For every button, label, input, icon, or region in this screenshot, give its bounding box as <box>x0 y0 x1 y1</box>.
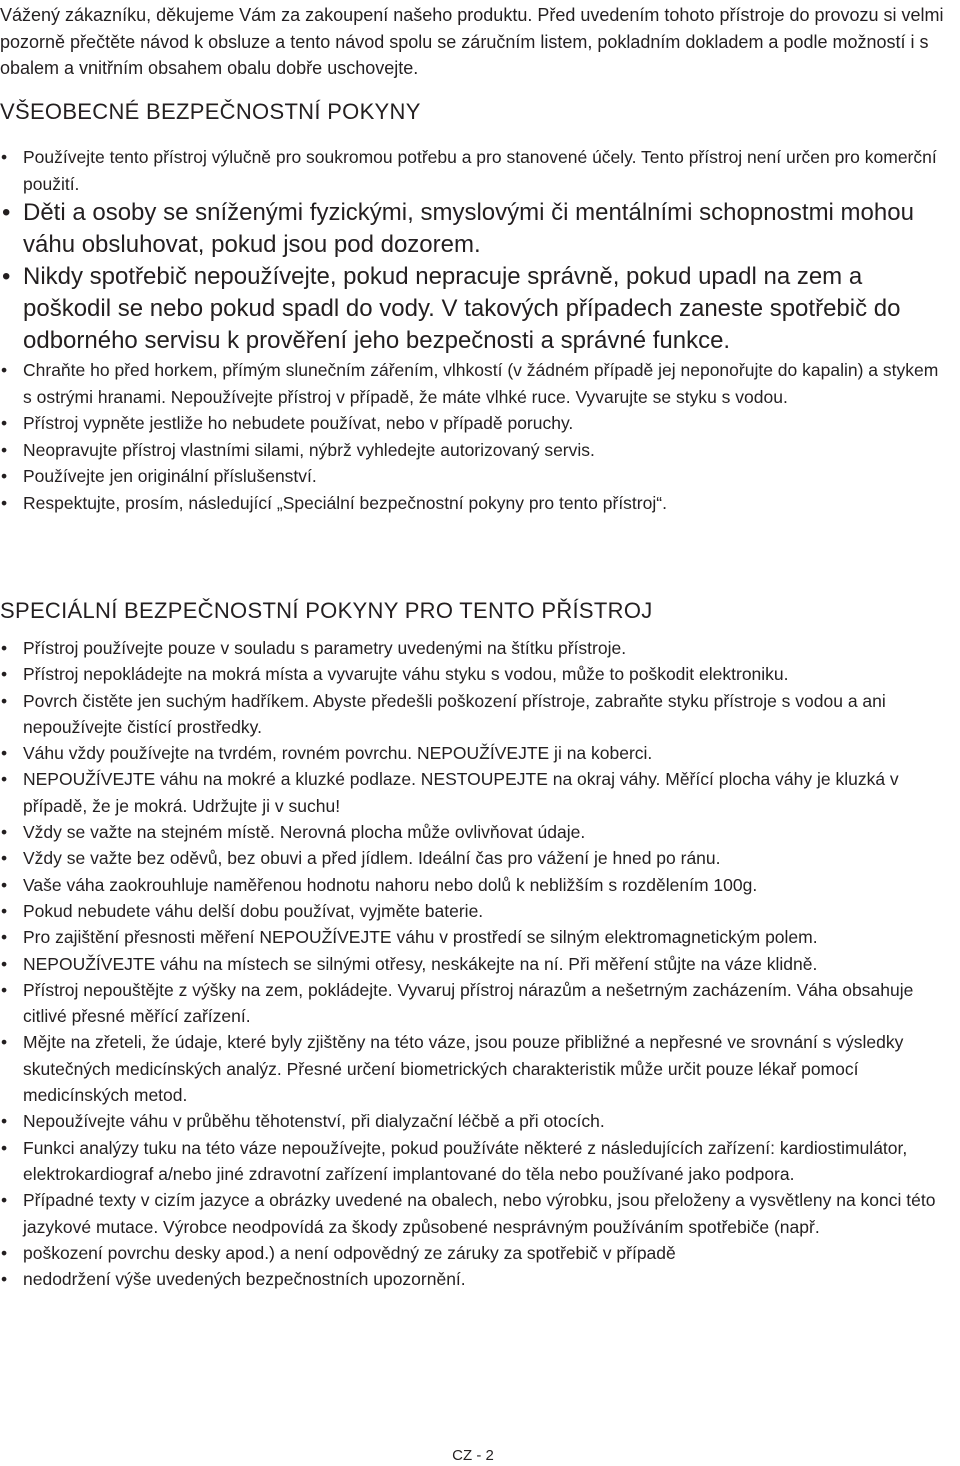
list-item: • Pokud nebudete váhu delší dobu používat, vyjměte baterie. <box>0 898 958 924</box>
list-item: • Respektujte, prosím, následující „Speciální bezpečnostní pokyny pro tento přístroj“. <box>0 490 950 517</box>
intro-paragraph: Vážený zákazníku, děkujeme Vám za zakoupení našeho produktu. Před uvedením tohoto přístroje do provozu si velmi pozorně přečtěte návod k obsluze a tento návod spolu se záručním listem, pokladním dokladem a podle možností i s obalem a vnitřním obsahem obalu dobře uschovejte. <box>0 5 944 78</box>
list-item: • Mějte na zřeteli, že údaje, které byly zjištěny na této váze, jsou pouze přibližné a nepřesné ve srovnání s výsledky skutečných medicínských analýz. Přesné určení biometrických charakteristik může určit pouze lékař pomocí medicínských metod. <box>0 1029 958 1108</box>
list-item: • Povrch čistěte jen suchým hadříkem. Abyste předešli poškození přístroje, zabraňte styku přístroje s vodou a ani nepoužívejte čistící prostředky. <box>0 688 958 741</box>
list-item: • Přístroj používejte pouze v souladu s parametry uvedenými na štítku přístroje. <box>0 635 958 661</box>
special-safety-heading: SPECIÁLNÍ BEZPEČNOSTNÍ POKYNY PRO TENTO PŘÍSTROJ <box>0 598 653 623</box>
list-item: • nedodržení výše uvedených bezpečnostních upozornění. <box>0 1266 958 1292</box>
list-item: • Přístroj nepouštějte z výšky na zem, pokládejte. Vyvaruj přístroj nárazům a nešetrným zacházením. Váha obsahuje citlivé přesné měřící zařízení. <box>0 977 958 1030</box>
list-item: • Přístroj vypněte jestliže ho nebudete používat, nebo v případě poruchy. <box>0 410 950 437</box>
list-item: • Přístroj nepokládejte na mokrá místa a vyvarujte váhu styku s vodou, může to poškodit elektroniku. <box>0 661 958 687</box>
page-number: CZ - 2 <box>452 1447 494 1464</box>
list-item: • Děti a osoby se sníženými fyzickými, smyslovými či mentálními schopnostmi mohou váhu obsluhovat, pokud jsou pod dozorem. <box>0 197 950 261</box>
list-item: • Vaše váha zaokrouhluje naměřenou hodnotu nahoru nebo dolů k nebližším s rozdělením 100g. <box>0 872 958 898</box>
list-item: • Váhu vždy používejte na tvrdém, rovném povrchu. NEPOUŽÍVEJTE ji na koberci. <box>0 740 958 766</box>
list-item: • Nepoužívejte váhu v průběhu těhotenství, při dialyzační léčbě a při otocích. <box>0 1108 958 1134</box>
list-item: • NEPOUŽÍVEJTE váhu na místech se silnými otřesy, neskákejte na ní. Při měření stůjte na váze klidně. <box>0 951 958 977</box>
list-item: • Případné texty v cizím jazyce a obrázky uvedené na obalech, nebo výrobku, jsou přeloženy a vysvětleny na konci této jazykové mutace. Výrobce neodpovídá za škody způsobené nesprávným používáním spotřebiče (např. <box>0 1187 958 1240</box>
list-item: • poškození povrchu desky apod.) a není odpovědný ze záruky za spotřebič v případě <box>0 1240 958 1266</box>
list-item: • Nikdy spotřebič nepoužívejte, pokud nepracuje správně, pokud upadl na zem a poškodil se nebo pokud spadl do vody. V takových případech zaneste spotřebič do odborného servisu k prověření jeho bezpečnosti a správné funkce. <box>0 261 950 357</box>
list-item: • NEPOUŽÍVEJTE váhu na mokré a kluzké podlaze. NESTOUPEJTE na okraj váhy. Měřící plocha váhy je kluzká v případě, že je mokrá. Udržujte ji v suchu! <box>0 766 958 819</box>
list-item: • Pro zajištění přesnosti měření NEPOUŽÍVEJTE váhu v prostředí se silným elektromagnetickým polem. <box>0 924 958 950</box>
general-safety-list <box>0 144 950 516</box>
list-item: • Vždy se važte bez oděvů, bez obuvi a před jídlem. Ideální čas pro vážení je hned po ránu. <box>0 845 958 871</box>
list-item: • Vždy se važte na stejném místě. Nerovná plocha může ovlivňovat údaje. <box>0 819 958 845</box>
list-item: • Používejte tento přístroj výlučně pro soukromou potřebu a pro stanovené účely. Tento přístroj není určen pro komerční použití. <box>0 144 950 197</box>
list-item: • Neopravujte přístroj vlastními silami, nýbrž vyhledejte autorizovaný servis. <box>0 437 950 464</box>
list-item: • Používejte jen originální příslušenství. <box>0 463 950 490</box>
special-safety-list <box>0 635 958 1292</box>
list-item: • Chraňte ho před horkem, přímým slunečním zářením, vlhkostí (v žádném případě jej neponořujte do kapalin) a stykem s ostrými hranami. Nepoužívejte přístroj v případě, že máte vlhké ruce. Vyvarujte se styku s vodou. <box>0 357 950 410</box>
list-item: • Funkci analýzy tuku na této váze nepoužívejte, pokud používáte některé z následujících zařízení: kardiostimulátor, elektrokardiograf a/nebo jiné zdravotní zařízení implantované do těla nebo používané jako podpora. <box>0 1135 958 1188</box>
general-safety-heading: VŠEOBECNÉ BEZPEČNOSTNÍ POKYNY <box>0 99 421 124</box>
